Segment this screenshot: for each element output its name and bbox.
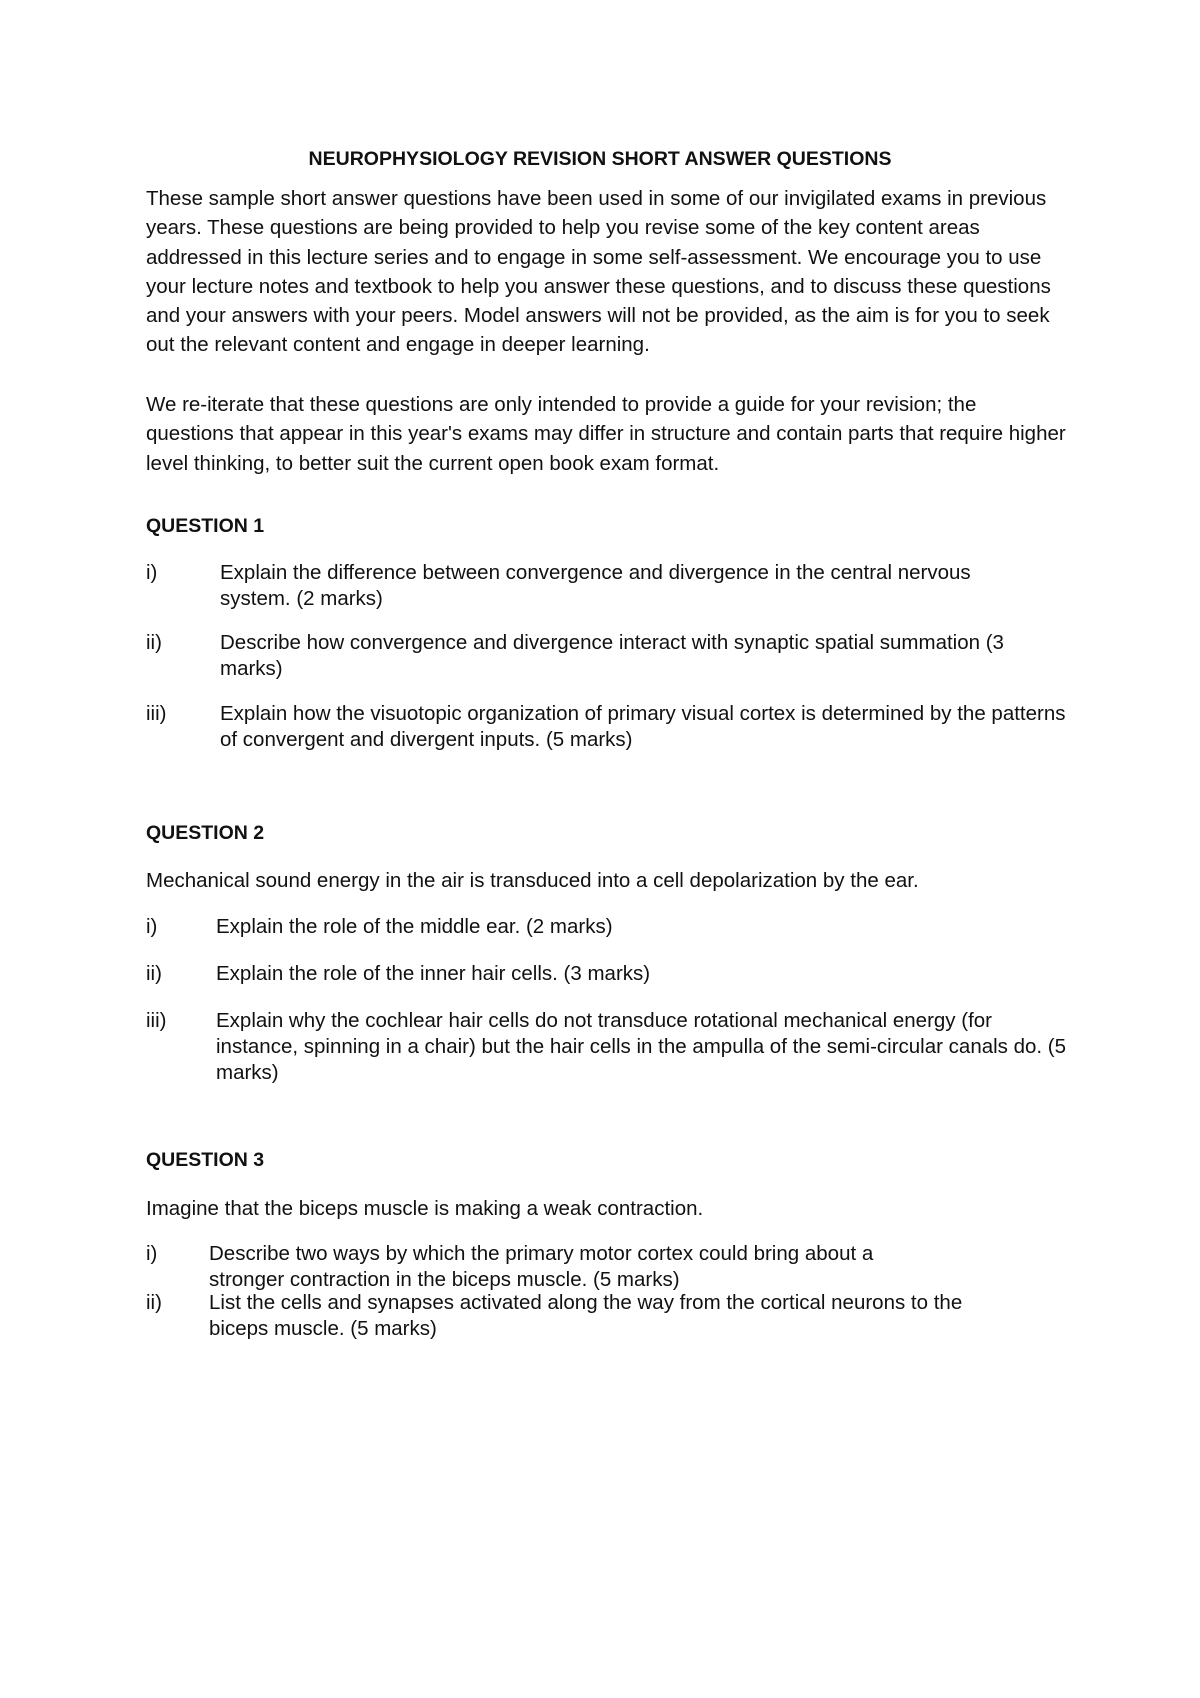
item-number: iii)	[146, 702, 167, 725]
item-text: Explain why the cochlear hair cells do not transduce rotational mechanical energy (for instance, spinning in a chair) but the hair cells in the ampulla of the semi-circular canals do. (5 marks)	[216, 1009, 1067, 1084]
item-text: Explain the role of the middle ear. (2 marks)	[216, 915, 613, 938]
item-text: Explain how the visuotopic organization of primary visual cortex is determined by the patterns of convergent and divergent inputs. (5 marks)	[220, 702, 1066, 751]
item-number: i)	[146, 1242, 158, 1265]
question-2-stem: Mechanical sound energy in the air is transduced into a cell depolarization by the ear.	[146, 869, 919, 892]
question-3-stem: Imagine that the biceps muscle is making a weak contraction.	[146, 1197, 704, 1220]
question-3-heading: QUESTION 3	[146, 1149, 265, 1171]
document-title: NEUROPHYSIOLOGY REVISION SHORT ANSWER QUESTIONS	[308, 148, 892, 170]
item-text: List the cells and synapses activated along the way from the cortical neurons to the biceps muscle. (5 marks)	[209, 1291, 963, 1340]
item-number: ii)	[146, 962, 162, 985]
item-number: ii)	[146, 631, 162, 654]
item-number: i)	[146, 915, 158, 938]
item-number: ii)	[146, 1291, 162, 1314]
question-1-heading: QUESTION 1	[146, 515, 265, 537]
item-text: Explain the difference between convergence and divergence in the central nervous system. (2 marks)	[220, 561, 971, 610]
item-number: i)	[146, 561, 158, 584]
item-text: Explain the role of the inner hair cells. (3 marks)	[216, 962, 651, 985]
intro-paragraph-2: We re-iterate that these questions are only intended to provide a guide for your revision; the questions that appear in this year's exams may differ in structure and contain parts that require higher level thinking, to better suit the current open book exam format.	[146, 393, 1066, 475]
item-text: Describe two ways by which the primary motor cortex could bring about a stronger contraction in the biceps muscle. (5 marks)	[209, 1242, 874, 1291]
question-2-heading: QUESTION 2	[146, 822, 265, 844]
intro-paragraph-1: These sample short answer questions have been used in some of our invigilated exams in previous years. These questions are being provided to help you revise some of the key content areas addressed in this lecture series and to engage in some self-assessment. We encourage you to use your lecture notes and textbook to help you answer these questions, and to discuss these questions and your answers with your peers. Model answers will not be provided, as the aim is for you to seek out the relevant content and engage in deeper learning.	[146, 187, 1051, 357]
item-text: Describe how convergence and divergence interact with synaptic spatial summation (3 marks)	[220, 631, 1004, 680]
item-number: iii)	[146, 1009, 167, 1032]
